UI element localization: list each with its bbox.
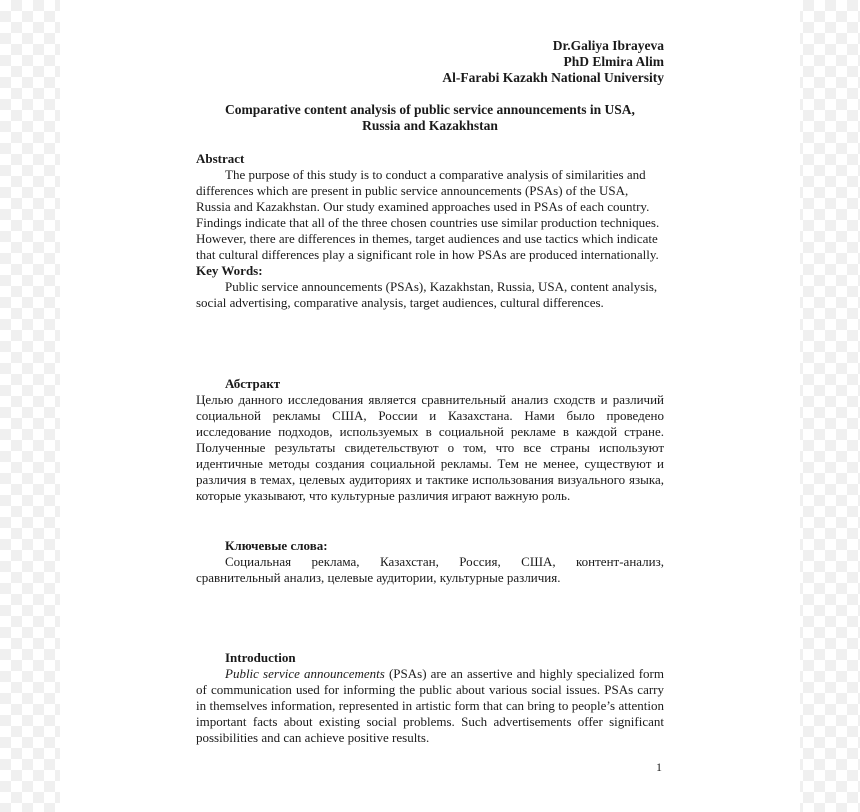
page-number: 1 [656, 760, 662, 774]
introduction-text: (PSAs) are an assertive and highly specialized form of communication used for informing the public about various social issues. PSAs carry in themselves information, represented in artistic form that can bring to people’s attention important facts about existing social problems. Such advertisements offer significant possibilities and can achieve positive results. [196, 666, 664, 745]
paper-title-line: Comparative content analysis of public service announcements in USA, [225, 102, 635, 117]
paper-title-line: Russia and Kazakhstan [362, 118, 498, 133]
introduction-section [196, 650, 664, 746]
russian-keywords-heading: Ключевые слова: [225, 538, 328, 553]
keywords-heading: Key Words: [196, 263, 263, 278]
abstract-heading: Abstract [196, 151, 245, 166]
document-page [60, 0, 800, 812]
introduction-paragraph [196, 666, 664, 746]
introduction-heading: Introduction [225, 650, 296, 665]
author-block [196, 38, 664, 86]
russian-abstract-heading: Абстракт [225, 376, 281, 391]
author-name: Dr.Galiya Ibrayeva [552, 38, 664, 53]
abstract-section [196, 151, 664, 311]
russian-keywords-text: Социальная реклама, Казахстан, Россия, США, контент-анализ, сравнительный анализ, целевые аудитории, культурные различия. [196, 554, 664, 585]
russian-keywords-section [196, 538, 664, 586]
introduction-italic-term: Public service announcements [225, 666, 385, 681]
author-name: PhD Elmira Alim [563, 54, 664, 69]
paper-title [196, 102, 664, 134]
keywords-text: Public service announcements (PSAs), Kazakhstan, Russia, USA, content analysis, social advertising, comparative analysis, target audiences, cultural differences. [196, 279, 658, 310]
russian-abstract-text: Целью данного исследования является сравнительный анализ сходств и различий социальной рекламы США, России и Казахстана. Нами было проведено исследование подходов, используемых в социальной рекламе в каждой стране. Полученные результаты свидетельствуют о том, что все страны используют идентичные методы создания социальной рекламы. Тем не менее, существуют и различия в темах, целевых аудиториях и тактике использования визуального языка, которые указывают, что культурные различия играют важную роль. [196, 392, 664, 503]
abstract-text: The purpose of this study is to conduct a comparative analysis of similarities and differences which are present in public service announcements (PSAs) of the USA, Russia and Kazakhstan. Our study examined approaches used in PSAs of each country. Findings indicate that all of the three chosen countries use similar production techniques. However, there are differences in themes, target audiences and use tactics which indicate that cultural differences play a significant role in how PSAs are produced internationally. [196, 167, 660, 262]
russian-abstract-section [196, 376, 664, 504]
author-affiliation: Al-Farabi Kazakh National University [442, 70, 664, 85]
